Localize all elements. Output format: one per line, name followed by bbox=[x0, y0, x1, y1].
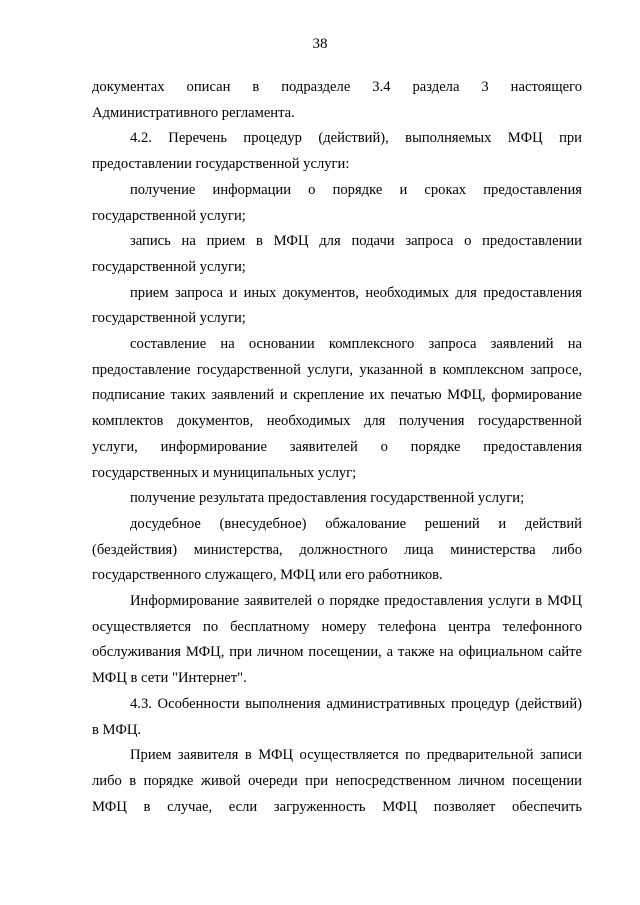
list-item-appointment: запись на прием в МФЦ для подачи запроса о предоставлении государственной услуги; bbox=[92, 233, 582, 275]
list-item-result: получение результата предоставления государственной услуги; bbox=[130, 490, 525, 507]
list-item-information: получение информации о порядке и сроках предоставления государственной услуги; bbox=[92, 181, 582, 224]
list-item-appeal: досудебное (внесудебное) обжалование решений и действий (бездействия) министерства, должностного лица министерства либо государственного служащего, МФЦ или его работников. bbox=[92, 515, 582, 584]
list-item-reception: прием запроса и иных документов, необходимых для предоставления государственной услуги; bbox=[92, 284, 582, 327]
document-body bbox=[92, 75, 582, 820]
paragraph-section-4-2: 4.2. Перечень процедур (действий), выполняемых МФЦ при предоставлении государственной услуги: bbox=[92, 130, 582, 173]
list-item-complex-request: составление на основании комплексного запроса заявлений на предоставление государственной услуги, указанной в комплексном запросе, подписание таких заявлений и скрепление их печатью МФЦ, формирование комплектов документов, необходимых для получения государственной услуги, информирование заявителей о порядке предоставления государственных и муниципальных услуг; bbox=[92, 336, 582, 481]
paragraph-continuation: документах описан в подразделе 3.4 раздела 3 настоящего Административного регламента. bbox=[92, 79, 582, 121]
paragraph-informing: Информирование заявителей о порядке предоставления услуги в МФЦ осуществляется по бесплатному номеру телефона центра телефонного обслуживания МФЦ, при личном посещении, а также на официальном сайте МФЦ в сети "Интернет". bbox=[92, 593, 582, 687]
paragraph-reception: Прием заявителя в МФЦ осуществляется по предварительной записи либо в порядке живой очереди при непосредственном личном посещении МФЦ в случае, если загруженность МФЦ позволяет обеспечить bbox=[92, 747, 582, 815]
page-number: 38 bbox=[312, 36, 328, 52]
paragraph-section-4-3: 4.3. Особенности выполнения административных процедур (действий) в МФЦ. bbox=[92, 695, 582, 738]
